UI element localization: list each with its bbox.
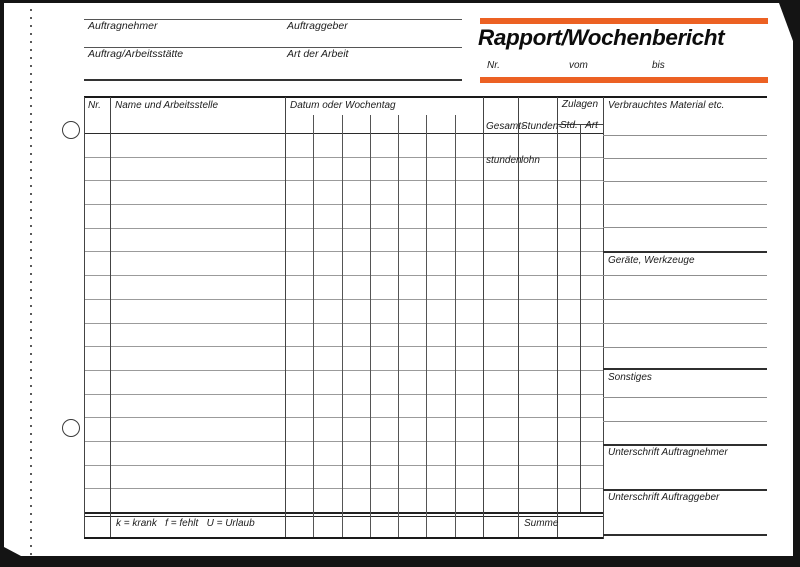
grid-line bbox=[84, 417, 603, 418]
grid-line bbox=[84, 516, 603, 517]
punch-hole-bottom bbox=[62, 419, 80, 437]
section-label-geraete-werkzeuge: Geräte, Werkzeuge bbox=[608, 255, 695, 266]
grid-line bbox=[84, 204, 603, 205]
label-auftragnehmer: Auftragnehmer bbox=[88, 20, 158, 32]
grid-line bbox=[603, 347, 767, 348]
grid-line bbox=[370, 115, 371, 537]
grid-line bbox=[398, 115, 399, 537]
grid-line bbox=[84, 96, 767, 98]
grid-line bbox=[483, 97, 484, 537]
column-header-nr: Nr. bbox=[88, 100, 101, 111]
grid-line bbox=[603, 251, 767, 253]
grid-line bbox=[426, 115, 427, 537]
label-auftraggeber: Auftraggeber bbox=[287, 20, 348, 32]
grid-line bbox=[313, 115, 314, 537]
grid-line bbox=[603, 97, 604, 539]
column-header-stundenlohn-line1: Stunden- bbox=[521, 121, 562, 133]
grid-line bbox=[603, 158, 767, 159]
grid-line bbox=[603, 323, 767, 324]
column-header-zulagen-art: Art bbox=[585, 120, 598, 131]
label-auftrag-arbeitsstaette: Auftrag/Arbeitsstätte bbox=[88, 48, 184, 60]
grid-line bbox=[455, 115, 456, 537]
column-header-stundenlohn bbox=[521, 99, 562, 189]
grid-line bbox=[84, 394, 603, 395]
grid-line bbox=[84, 228, 603, 229]
legend-abbreviations: k = krank f = fehlt U = Urlaub bbox=[116, 518, 255, 529]
grid-line bbox=[84, 370, 603, 371]
grid-line bbox=[603, 299, 767, 300]
grid-line bbox=[603, 421, 767, 422]
accent-bar-bottom bbox=[480, 77, 768, 83]
grid-line bbox=[603, 135, 767, 136]
column-header-zulagen-std: Std. bbox=[560, 120, 578, 131]
label-bis: bis bbox=[652, 60, 665, 71]
label-vom: vom bbox=[569, 60, 588, 71]
section-label-unterschrift-auftragnehmer: Unterschrift Auftragnehmer bbox=[608, 447, 728, 458]
grid-line bbox=[84, 275, 603, 276]
grid-line bbox=[84, 79, 462, 81]
section-label-unterschrift-auftraggeber: Unterschrift Auftraggeber bbox=[608, 492, 720, 503]
column-header-datum: Datum oder Wochentag bbox=[290, 100, 396, 111]
grid-line bbox=[84, 19, 462, 20]
grid-line bbox=[84, 251, 603, 252]
grid-line bbox=[84, 512, 603, 514]
label-summe: Summe bbox=[524, 518, 559, 529]
section-label-sonstiges: Sonstiges bbox=[608, 372, 652, 383]
grid-line bbox=[84, 441, 603, 442]
grid-line bbox=[84, 537, 603, 539]
column-header-zulagen: Zulagen bbox=[561, 99, 599, 110]
column-header-gesamtstunden-line1: Gesamt- bbox=[486, 121, 525, 133]
grid-line bbox=[603, 368, 767, 370]
form-title: Rapport/Wochenbericht bbox=[478, 25, 725, 50]
grid-line bbox=[603, 227, 767, 228]
grid-line bbox=[603, 275, 767, 276]
column-header-stundenlohn-line2: lohn bbox=[521, 154, 540, 166]
column-header-gesamtstunden-line2: stunden bbox=[486, 154, 522, 166]
grid-line bbox=[110, 97, 111, 537]
grid-line bbox=[84, 323, 603, 324]
label-art-der-arbeit: Art der Arbeit bbox=[287, 48, 349, 60]
grid-line bbox=[603, 534, 767, 536]
grid-line bbox=[84, 465, 603, 466]
column-header-name: Name und Arbeitsstelle bbox=[115, 100, 219, 111]
punch-hole-top bbox=[62, 121, 80, 139]
grid-line bbox=[580, 124, 581, 512]
grid-line bbox=[603, 489, 767, 491]
accent-bar-top bbox=[480, 18, 768, 24]
grid-line bbox=[342, 115, 343, 537]
label-nr: Nr. bbox=[487, 60, 500, 71]
perforation-line bbox=[30, 9, 32, 555]
grid-line bbox=[84, 299, 603, 300]
grid-line bbox=[603, 397, 767, 398]
grid-line bbox=[603, 444, 767, 446]
grid-line bbox=[84, 488, 603, 489]
grid-line bbox=[285, 97, 286, 537]
column-header-gesamtstunden bbox=[486, 99, 524, 189]
grid-line bbox=[84, 47, 462, 48]
grid-line bbox=[603, 204, 767, 205]
grid-line bbox=[84, 346, 603, 347]
grid-line bbox=[84, 97, 85, 537]
grid-line bbox=[603, 181, 767, 182]
column-header-material: Verbrauchtes Material etc. bbox=[608, 100, 725, 111]
